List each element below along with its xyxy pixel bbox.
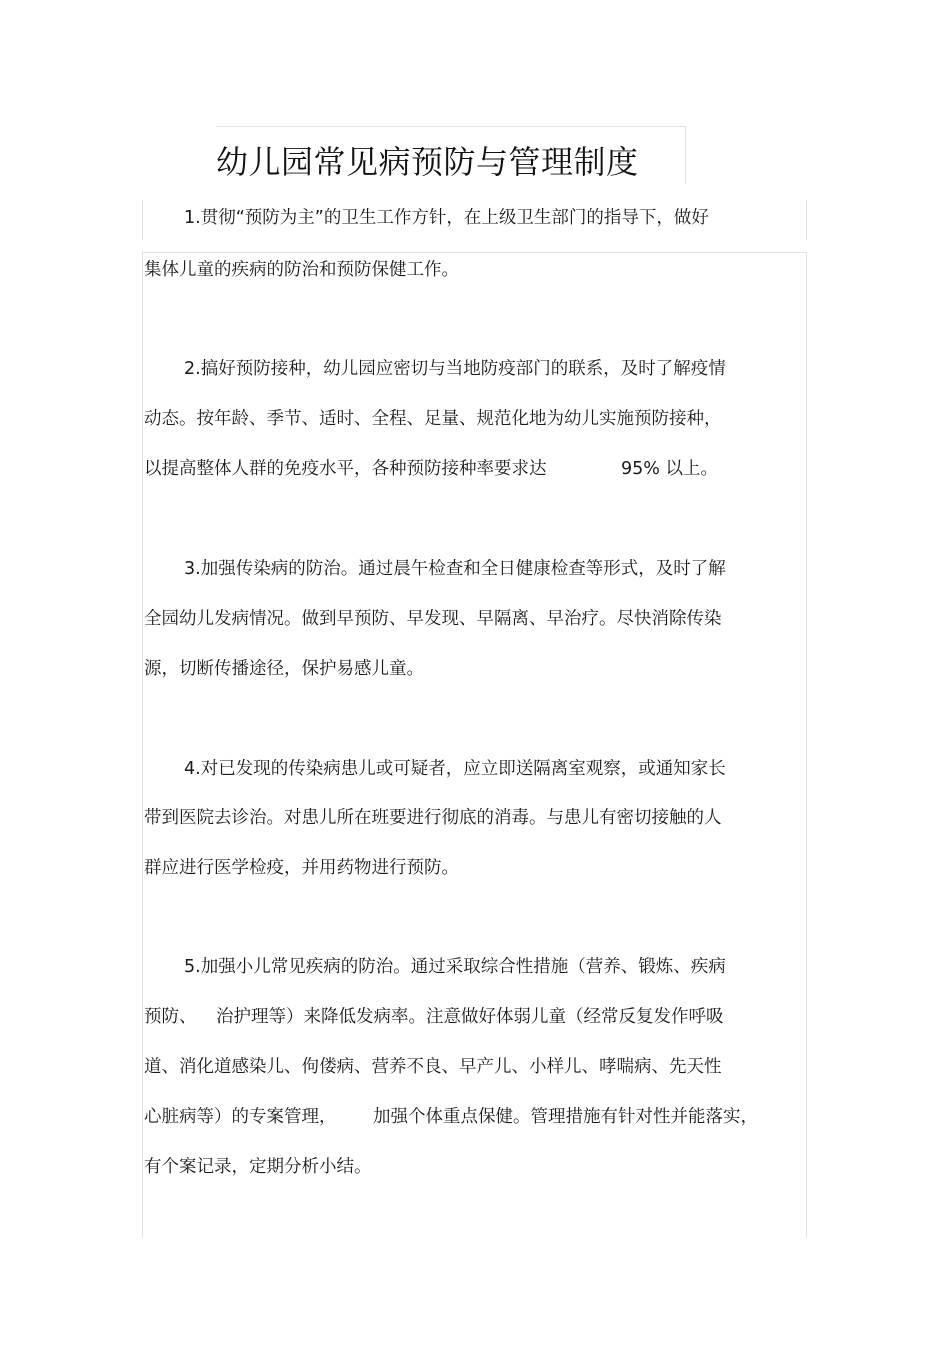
paragraph-1-line-2: 集体儿童的疾病的防治和预防保健工作。 (144, 260, 459, 280)
frame-line-body-left (142, 252, 143, 1237)
paragraph-3-line-2: 全园幼儿发病情况。做到早预防、早发现、早隔离、早治疗。尽快消除传染 (144, 609, 722, 629)
paragraph-2-line-3: 以提高整体人群的免疫水平，各种预防接种率要求达 (144, 459, 547, 479)
paragraph-5-line-1: 5.加强小儿常见疾病的防治。通过采取综合性措施（营养、锻炼、疾病 (184, 957, 726, 977)
paragraph-4-line-1: 4.对已发现的传染病患儿或可疑者，应立即送隔离室观察，或通知家长 (184, 759, 726, 779)
paragraph-4-line-2: 带到医院去诊治。对患儿所在班要进行彻底的消毒。与患儿有密切接触的人 (144, 808, 722, 828)
paragraph-2-line-3-tail: 95% 以上。 (621, 459, 718, 479)
frame-line-title-top (216, 126, 686, 127)
paragraph-5-line-2-head: 预防、 (144, 1007, 197, 1027)
paragraph-2-line-1: 2.搞好预防接种，幼儿园应密切与当地防疫部门的联系，及时了解疫情 (184, 359, 726, 379)
paragraph-5-line-2: 治护理等）来降低发病率。注意做好体弱儿童（经常反复发作呼吸 (216, 1007, 724, 1027)
paragraph-2-line-2: 动态。按年龄、季节、适时、全程、足量、规范化地为幼儿实施预防接种， (144, 409, 722, 429)
paragraph-3-line-1: 3.加强传染病的防治。通过晨午检查和全日健康检查等形式，及时了解 (184, 559, 726, 579)
paragraph-5-line-3: 道、消化道感染儿、佝偻病、营养不良、早产儿、小样儿、哮喘病、先天性 (144, 1057, 722, 1077)
paragraph-4-line-3: 群应进行医学检疫，并用药物进行预防。 (144, 858, 459, 878)
frame-line-body-top (142, 252, 807, 253)
paragraph-5-line-4-head: 心脏病等）的专案管理， (144, 1107, 337, 1127)
paragraph-5-line-5: 有个案记录，定期分析小结。 (144, 1157, 372, 1177)
paragraph-3-line-3: 源，切断传播途径，保护易感儿童。 (144, 659, 424, 679)
paragraph-1-line-1: 1.贯彻“预防为主”的卫生工作方针，在上级卫生部门的指导下，做好 (184, 208, 709, 228)
paragraph-5-line-4: 加强个体重点保健。管理措施有针对性并能落实， (373, 1107, 758, 1127)
frame-line-para1-left (142, 200, 143, 240)
frame-line-para1-right (806, 200, 807, 240)
frame-line-body-right (806, 252, 807, 1237)
document-title: 幼儿园常见病预防与管理制度 (216, 143, 639, 181)
